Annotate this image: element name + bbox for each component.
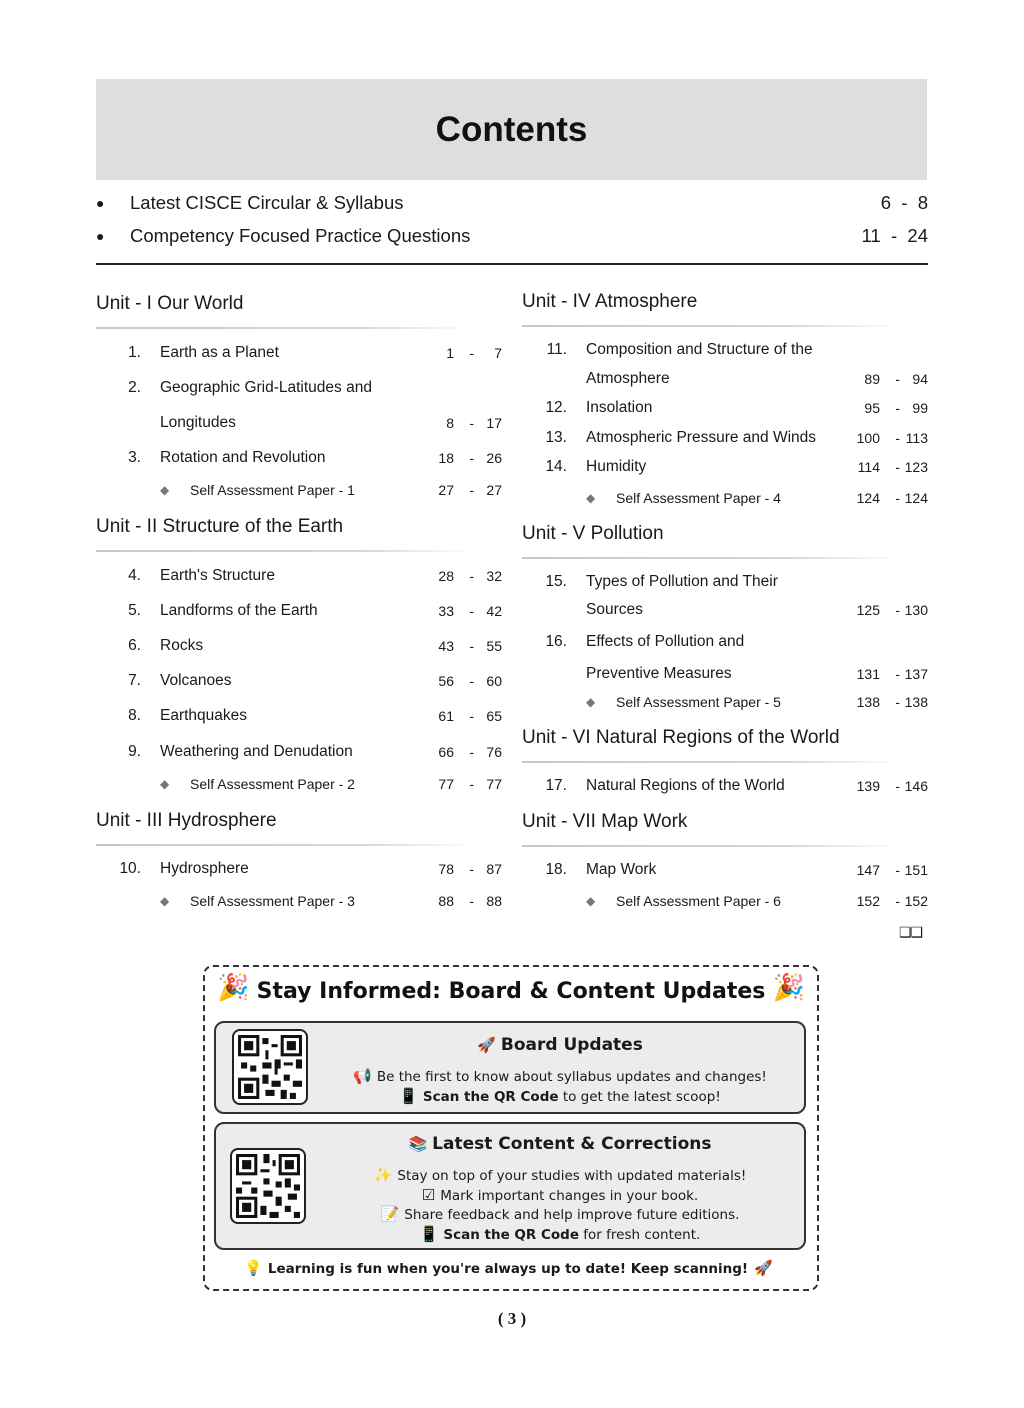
qr-code-icon — [238, 1035, 302, 1099]
diamond-icon: ◆ — [586, 491, 596, 505]
divider — [96, 263, 928, 265]
top-item-pages: 6 - 8 — [880, 191, 928, 213]
page-to: 152 — [904, 893, 928, 909]
updates-footer — [205, 1259, 817, 1277]
content-updates-heading-text: Latest Content & Corrections — [432, 1134, 712, 1154]
page-from: 124 — [856, 490, 880, 506]
board-updates-scan-line — [316, 1087, 804, 1105]
books-icon: 📚 — [408, 1135, 428, 1153]
unit-heading: Unit - IV Atmosphere — [522, 291, 698, 312]
chapter-title: Effects of Pollution and — [586, 633, 745, 650]
chapter-row[interactable] — [522, 570, 928, 594]
rocket-icon: 🚀 — [477, 1036, 496, 1054]
self-assessment-title: Self Assessment Paper - 1 — [190, 482, 355, 498]
chapter-row[interactable] — [96, 634, 502, 658]
chapter-title: Insolation — [586, 399, 653, 416]
top-item-title: Latest CISCE Circular & Syllabus — [130, 191, 404, 213]
page-from: 139 — [856, 778, 880, 794]
chapter-number: 8. — [128, 707, 141, 724]
chapter-row[interactable] — [522, 774, 928, 798]
chapter-title: Rocks — [160, 637, 204, 654]
chapter-title: Earth as a Planet — [160, 344, 279, 361]
page-dash: - — [469, 776, 474, 792]
chapter-row[interactable] — [96, 669, 502, 693]
board-updates-panel — [214, 1021, 806, 1114]
page-from: 66 — [438, 744, 454, 760]
chapter-row-continued[interactable] — [96, 411, 502, 435]
chapter-title: Rotation and Revolution — [160, 449, 326, 466]
chapter-row[interactable] — [522, 338, 928, 362]
top-item-pages: 11 - 24 — [861, 224, 928, 246]
page-from: 152 — [856, 893, 880, 909]
chapter-title: Atmospheric Pressure and Winds — [586, 429, 817, 446]
page-to: 27 — [486, 482, 502, 498]
unit-heading: Unit - VII Map Work — [522, 811, 688, 832]
chapter-number: 16. — [545, 633, 567, 650]
page-to: 124 — [904, 490, 928, 506]
self-assessment-title: Self Assessment Paper - 4 — [616, 490, 781, 506]
chapter-number: 2. — [128, 379, 141, 396]
self-assessment-title: Self Assessment Paper - 3 — [190, 893, 355, 909]
page-dash: - — [895, 602, 900, 618]
chapter-title-continued: Preventive Measures — [586, 665, 732, 682]
self-assessment-row[interactable] — [96, 772, 502, 796]
page-dash: - — [469, 603, 474, 619]
page-to: 7 — [494, 345, 502, 361]
chapter-title: Composition and Structure of the — [586, 341, 813, 358]
page-to: 55 — [486, 638, 502, 654]
chapter-row[interactable] — [522, 858, 928, 882]
unit-heading: Unit - I Our World — [96, 293, 244, 314]
unit-underline — [522, 845, 900, 847]
chapter-title: Types of Pollution and Their — [586, 573, 778, 590]
megaphone-icon: 📢 — [353, 1067, 372, 1085]
scan-qr-bold: Scan the QR Code — [443, 1227, 579, 1243]
page-to: 151 — [904, 862, 928, 878]
chapter-row-continued[interactable] — [522, 367, 928, 391]
board-updates-heading — [316, 1035, 804, 1055]
page-from: 147 — [856, 862, 880, 878]
checkbox-icon: ☑ — [421, 1186, 436, 1204]
end-mark: ❑❑ — [899, 924, 923, 940]
chapter-number: 1. — [128, 344, 141, 361]
qr-code-content[interactable] — [230, 1148, 306, 1224]
chapter-row[interactable] — [96, 599, 502, 623]
chapter-number: 9. — [128, 743, 141, 760]
page-to: 42 — [486, 603, 502, 619]
unit-underline — [96, 844, 474, 846]
chapter-number: 10. — [119, 860, 141, 877]
chapter-row[interactable] — [522, 396, 928, 420]
updates-title: Stay Informed: Board & Content Updates — [256, 979, 766, 1004]
page-from: 28 — [438, 568, 454, 584]
party-popper-icon: 🎉 — [772, 973, 805, 1003]
unit-heading: Unit - II Structure of the Earth — [96, 516, 344, 537]
content-updates-heading — [316, 1134, 804, 1154]
unit-underline — [522, 761, 900, 763]
page-dash: - — [469, 568, 474, 584]
page-to: 65 — [486, 708, 502, 724]
lightbulb-icon: 💡 — [244, 1259, 263, 1277]
content-updates-scan-line — [316, 1225, 804, 1243]
chapter-number: 18. — [545, 861, 567, 878]
page-from: 56 — [438, 673, 454, 689]
page-dash: - — [895, 666, 900, 682]
page-from: 43 — [438, 638, 454, 654]
page-dash: - — [469, 345, 474, 361]
chapter-row[interactable] — [96, 341, 502, 365]
contents-banner — [96, 79, 927, 180]
page-from: 1 — [446, 345, 454, 361]
diamond-icon: ◆ — [160, 777, 170, 791]
phone-icon: 📱 — [399, 1087, 418, 1105]
bullet-icon: ● — [96, 194, 105, 211]
page-dash: - — [895, 490, 900, 506]
page-from: 27 — [438, 482, 454, 498]
qr-code-board[interactable] — [232, 1029, 308, 1105]
page-dash: - — [469, 673, 474, 689]
unit-underline — [96, 550, 474, 552]
page-from: 125 — [856, 602, 880, 618]
diamond-icon: ◆ — [586, 695, 596, 709]
page-to: 88 — [486, 893, 502, 909]
page-from: 138 — [856, 694, 880, 710]
content-updates-line-text: Share feedback and help improve future editions. — [404, 1207, 740, 1223]
page-dash: - — [895, 459, 900, 475]
chapter-title: Landforms of the Earth — [160, 602, 318, 619]
page-dash: - — [469, 861, 474, 877]
self-assessment-title: Self Assessment Paper - 5 — [616, 694, 781, 710]
page-to: 137 — [904, 666, 928, 682]
chapter-number: 5. — [128, 602, 141, 619]
party-popper-icon: 🎉 — [217, 973, 250, 1003]
chapter-title: Hydrosphere — [160, 860, 249, 877]
page-to: 146 — [904, 778, 928, 794]
chapter-number: 13. — [545, 429, 567, 446]
chapter-row[interactable] — [522, 455, 928, 479]
chapter-title: Earth's Structure — [160, 567, 275, 584]
page-from: 18 — [438, 450, 454, 466]
chapter-row[interactable] — [96, 857, 502, 881]
page-dash: - — [469, 744, 474, 760]
sparkles-icon: ✨ — [373, 1166, 393, 1184]
scan-qr-rest: for fresh content. — [579, 1227, 701, 1243]
page-to: 77 — [486, 776, 502, 792]
page-title: Contents — [435, 109, 588, 149]
page-dash: - — [469, 893, 474, 909]
page-dash: - — [895, 893, 900, 909]
chapter-row[interactable] — [522, 426, 928, 450]
chapter-number: 15. — [545, 573, 567, 590]
page-from: 61 — [438, 708, 454, 724]
chapter-title: Geographic Grid-Latitudes and — [160, 379, 372, 396]
chapter-row[interactable] — [522, 630, 928, 654]
memo-icon: 📝 — [380, 1205, 400, 1223]
board-updates-heading-text: Board Updates — [500, 1035, 643, 1055]
diamond-icon: ◆ — [586, 894, 596, 908]
scan-qr-bold: Scan the QR Code — [422, 1089, 559, 1105]
chapter-row[interactable] — [96, 740, 502, 764]
content-updates-line — [316, 1186, 804, 1204]
chapter-title: Volcanoes — [160, 672, 232, 689]
diamond-icon: ◆ — [160, 483, 170, 497]
unit-heading: Unit - VI Natural Regions of the World — [522, 727, 840, 748]
page-from: 89 — [864, 371, 880, 387]
board-updates-line-text: Be the first to know about syllabus updates and changes! — [376, 1069, 767, 1085]
chapter-title: Natural Regions of the World — [586, 777, 785, 794]
page-from: 78 — [438, 861, 454, 877]
board-updates-line — [316, 1067, 804, 1085]
unit-heading: Unit - III Hydrosphere — [96, 810, 277, 831]
page-to: 32 — [486, 568, 502, 584]
self-assessment-row[interactable] — [522, 486, 928, 510]
chapter-row[interactable] — [96, 704, 502, 728]
page-to: 113 — [905, 430, 928, 446]
page-from: 8 — [446, 415, 454, 431]
self-assessment-row[interactable] — [96, 478, 502, 502]
self-assessment-row[interactable] — [522, 889, 928, 913]
self-assessment-row[interactable] — [96, 889, 502, 913]
page-to: 130 — [904, 602, 928, 618]
chapter-title: Humidity — [586, 458, 647, 475]
content-updates-line-text: Stay on top of your studies with updated materials! — [397, 1168, 747, 1184]
content-updates-line — [316, 1205, 804, 1223]
page-to: 26 — [486, 450, 502, 466]
page-dash: - — [895, 371, 900, 387]
chapter-title-continued: Sources — [586, 601, 643, 618]
page-from: 88 — [438, 893, 454, 909]
top-item-title: Competency Focused Practice Questions — [130, 224, 471, 246]
chapter-row-continued[interactable] — [522, 598, 928, 622]
page-to: 123 — [904, 459, 928, 475]
page-from: 33 — [438, 603, 454, 619]
page-to: 99 — [912, 400, 928, 416]
chapter-number: 14. — [545, 458, 567, 475]
page-dash: - — [895, 778, 900, 794]
page-to: 60 — [486, 673, 502, 689]
content-updates-line-text: Mark important changes in your book. — [440, 1188, 699, 1204]
page-to: 138 — [904, 694, 928, 710]
rocket-icon: 🚀 — [754, 1259, 773, 1277]
content-updates-panel — [214, 1122, 806, 1250]
chapter-number: 17. — [545, 777, 567, 794]
page-from: 77 — [438, 776, 454, 792]
chapter-title: Earthquakes — [160, 707, 248, 724]
self-assessment-title: Self Assessment Paper - 6 — [616, 893, 781, 909]
page-dash: - — [895, 694, 900, 710]
content-updates-line — [316, 1166, 804, 1184]
updates-footer-text: Learning is fun when you're always up to date! Keep scanning! — [267, 1261, 749, 1277]
chapter-number: 3. — [128, 449, 141, 466]
chapter-row[interactable] — [96, 446, 502, 470]
page-to: 87 — [486, 861, 502, 877]
chapter-title-continued: Atmosphere — [586, 370, 670, 387]
self-assessment-row[interactable] — [522, 690, 928, 714]
qr-code-icon — [236, 1154, 300, 1218]
unit-underline — [96, 327, 474, 329]
unit-heading: Unit - V Pollution — [522, 523, 664, 544]
chapter-title-continued: Longitudes — [160, 414, 236, 431]
chapter-row[interactable] — [96, 564, 502, 588]
chapter-title: Weathering and Denudation — [160, 743, 353, 760]
unit-underline — [522, 325, 900, 327]
page-from: 95 — [864, 400, 880, 416]
page-dash: - — [469, 482, 474, 498]
top-item[interactable] — [96, 219, 928, 252]
page-from: 131 — [856, 666, 880, 682]
page-dash: - — [895, 862, 900, 878]
self-assessment-title: Self Assessment Paper - 2 — [190, 776, 355, 792]
scan-qr-rest: to get the latest scoop! — [558, 1089, 721, 1105]
chapter-number: 7. — [128, 672, 141, 689]
page-dash: - — [469, 638, 474, 654]
chapter-number: 11. — [546, 341, 567, 358]
page-dash: - — [895, 430, 900, 446]
page-to: 17 — [486, 415, 502, 431]
diamond-icon: ◆ — [160, 894, 170, 908]
page-from: 114 — [857, 459, 880, 475]
chapter-number: 12. — [545, 399, 567, 416]
page-to: 76 — [486, 744, 502, 760]
updates-box — [203, 965, 819, 1291]
phone-icon: 📱 — [419, 1225, 439, 1243]
page-to: 94 — [912, 371, 928, 387]
page-dash: - — [895, 400, 900, 416]
page-number: ( 3 ) — [497, 1309, 527, 1328]
chapter-number: 4. — [128, 567, 141, 584]
top-items — [96, 186, 928, 252]
page-dash: - — [469, 415, 474, 431]
chapter-row-continued[interactable] — [522, 662, 928, 686]
chapter-row[interactable] — [96, 376, 502, 400]
unit-underline — [522, 557, 900, 559]
bullet-icon: ● — [96, 227, 105, 244]
chapter-title: Map Work — [586, 861, 657, 878]
page-dash: - — [469, 450, 474, 466]
page-dash: - — [469, 708, 474, 724]
chapter-number: 6. — [128, 637, 141, 654]
page-from: 100 — [856, 430, 880, 446]
top-item[interactable] — [96, 186, 928, 219]
